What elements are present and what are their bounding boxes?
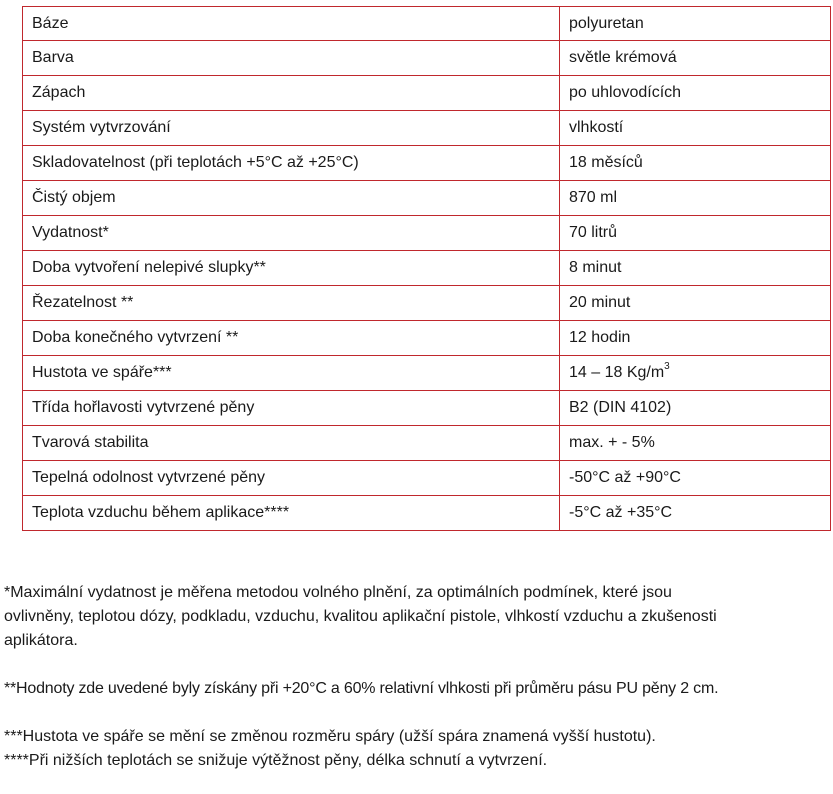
cubic-superscript: 3 bbox=[664, 360, 670, 372]
footnote-yield: *Maximální vydatnost je měřena metodou volného plnění, za optimálních podmínek, které jsou ovlivněny, teplotou dózy, podkladu, vzduchu, kvalitou aplikační pistole, vlhkostí vzduchu a zkušenosti aplikátora. bbox=[4, 584, 717, 649]
property-cell: Teplota vzduchu během aplikace**** bbox=[23, 496, 560, 531]
value-cell: po uhlovodících bbox=[560, 76, 831, 111]
table-row bbox=[23, 391, 831, 426]
table-row bbox=[23, 76, 831, 111]
value-cell: 20 minut bbox=[560, 286, 831, 321]
table-row bbox=[23, 146, 831, 181]
table-row bbox=[23, 496, 831, 531]
value-cell bbox=[560, 356, 831, 391]
value-cell: 870 ml bbox=[560, 181, 831, 216]
footnote-density: ***Hustota ve spáře se mění se změnou rozměru spáry (užší spára znamená vyšší hustotu). bbox=[4, 728, 656, 745]
value-cell: 8 minut bbox=[560, 251, 831, 286]
value-cell: 70 litrů bbox=[560, 216, 831, 251]
table-row bbox=[23, 286, 831, 321]
property-cell: Barva bbox=[23, 41, 560, 76]
value-cell: 12 hodin bbox=[560, 321, 831, 356]
value-cell: -5°C až +35°C bbox=[560, 496, 831, 531]
table-row bbox=[23, 461, 831, 496]
property-cell: Třída hořlavosti vytvrzené pěny bbox=[23, 391, 560, 426]
value-cell: 18 měsíců bbox=[560, 146, 831, 181]
table-row bbox=[23, 321, 831, 356]
property-cell: Systém vytvrzování bbox=[23, 111, 560, 146]
spec-table bbox=[22, 6, 831, 531]
value-cell: -50°C až +90°C bbox=[560, 461, 831, 496]
property-cell: Hustota ve spáře*** bbox=[23, 356, 560, 391]
property-cell: Tvarová stabilita bbox=[23, 426, 560, 461]
property-cell: Zápach bbox=[23, 76, 560, 111]
property-cell: Doba vytvoření nelepivé slupky** bbox=[23, 251, 560, 286]
property-cell: Čistý objem bbox=[23, 181, 560, 216]
footnote-conditions: **Hodnoty zde uvedené byly získány při +20°C a 60% relativní vlhkosti při průměru pásu PU pěny 2 cm. bbox=[4, 680, 719, 697]
property-cell: Tepelná odolnost vytvrzené pěny bbox=[23, 461, 560, 496]
property-cell: Skladovatelnost (při teplotách +5°C až +25°C) bbox=[23, 146, 560, 181]
property-cell: Řezatelnost ** bbox=[23, 286, 560, 321]
property-cell: Doba konečného vytvrzení ** bbox=[23, 321, 560, 356]
table-row bbox=[23, 251, 831, 286]
property-cell: Báze bbox=[23, 7, 560, 41]
table-row bbox=[23, 7, 831, 41]
footnotes bbox=[4, 581, 830, 773]
table-row bbox=[23, 356, 831, 391]
footnote-temperature: ****Při nižších teplotách se snižuje výtěžnost pěny, délka schnutí a vytvrzení. bbox=[4, 752, 548, 769]
value-cell: vlhkostí bbox=[560, 111, 831, 146]
table-row bbox=[23, 216, 831, 251]
table-row bbox=[23, 41, 831, 76]
table-row bbox=[23, 181, 831, 216]
property-cell: Vydatnost* bbox=[23, 216, 560, 251]
density-value: 14 – 18 Kg/m bbox=[569, 364, 665, 381]
value-cell: světle krémová bbox=[560, 41, 831, 76]
table-row bbox=[23, 111, 831, 146]
value-cell: max. + - 5% bbox=[560, 426, 831, 461]
value-cell: polyuretan bbox=[560, 7, 831, 41]
value-cell: B2 (DIN 4102) bbox=[560, 391, 831, 426]
table-row bbox=[23, 426, 831, 461]
